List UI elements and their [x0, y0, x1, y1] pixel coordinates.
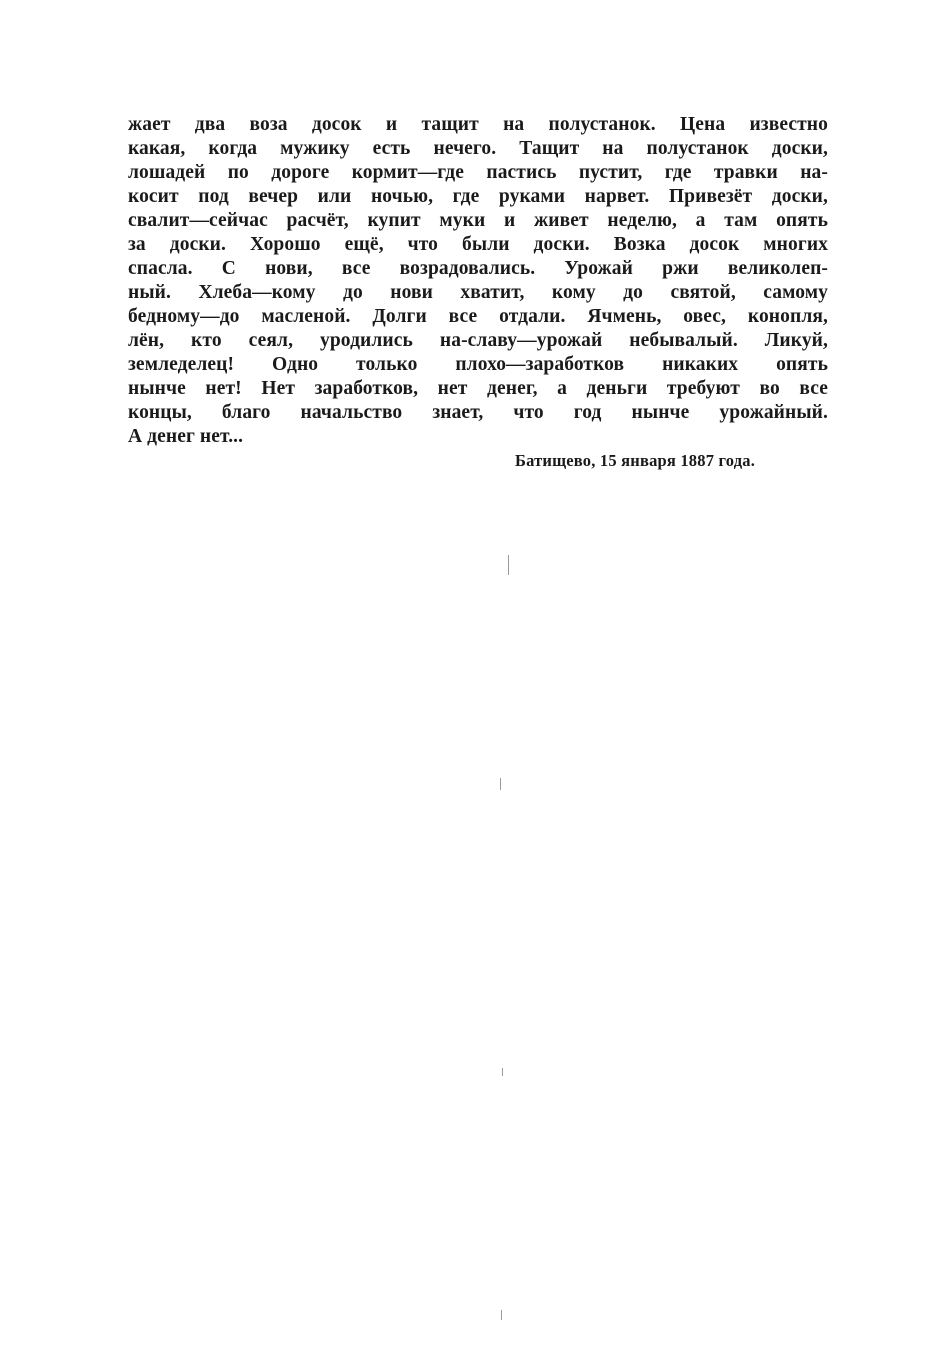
scan-speck — [501, 1310, 502, 1320]
text-line: бедному—до масленой. Долги все отдали. Ячмень, овес, конопля, — [128, 306, 828, 327]
place-date-signature: Батищево, 15 января 1887 года. — [515, 451, 756, 470]
text-line: какая, когда мужику есть нечего. Тащит на полустанок доски, — [128, 138, 828, 159]
scan-speck — [500, 778, 501, 790]
text-line: ный. Хлеба—кому до нови хватит, кому до святой, самому — [128, 282, 828, 303]
text-line: концы, благо начальство знает, что год нынче урожайный. — [128, 402, 828, 423]
text-line: косит под вечер или ночью, где руками нарвет. Привезёт доски, — [128, 186, 828, 207]
scan-speck — [502, 1068, 503, 1076]
text-line: земледелец! Одно только плохо—заработков никаких опять — [128, 354, 828, 375]
text-line: свалит—сейчас расчёт, купит муки и живет неделю, а там опять — [128, 210, 828, 231]
text-line: жает два воза досок и тащит на полустанок. Цена известно — [128, 114, 828, 135]
text-line: лён, кто сеял, уродились на-славу—урожай небывалый. Ликуй, — [128, 330, 828, 351]
text-line: нынче нет! Нет заработков, нет денег, а деньги требуют во все — [128, 378, 828, 399]
text-line-last: А денег нет... — [128, 426, 244, 447]
body-text — [128, 113, 828, 449]
text-line: за доски. Хорошо ещё, что были доски. Возка досок многих — [128, 234, 828, 255]
text-line: спасла. С нови, все возрадовались. Урожай ржи великолеп- — [128, 258, 828, 279]
scan-speck — [508, 555, 509, 575]
text-line: лошадей по дороге кормит—где пастись пустит, где травки на- — [128, 162, 828, 183]
